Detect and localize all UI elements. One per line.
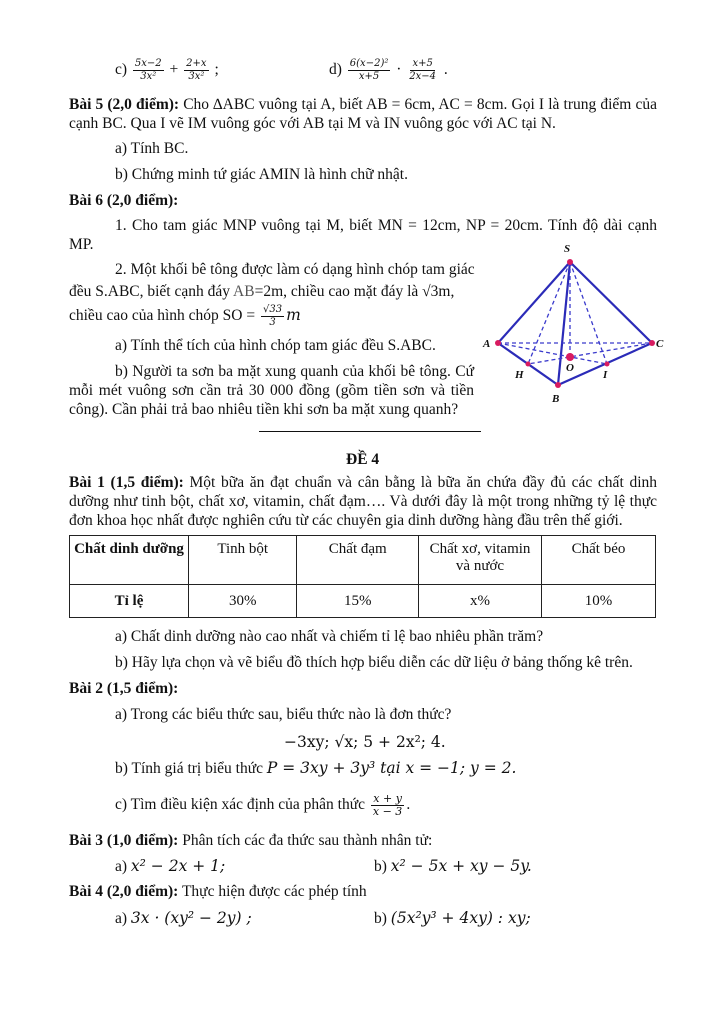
table-header: Tinh bột: [189, 536, 297, 585]
table-cell: 15%: [297, 585, 419, 618]
bai2-title: Bài 2 (1,5 điểm):: [69, 680, 179, 697]
apothem-si: [570, 262, 607, 364]
item-label: a): [115, 858, 128, 875]
bai5-part-a: a) Tính BC.: [115, 140, 189, 157]
denominator: 3x²: [188, 71, 205, 82]
bai2-expressions: −3xy; √x; 5 + 2x²; 4.: [284, 733, 446, 751]
bai6-title: Bài 6 (2,0 điểm):: [69, 192, 179, 209]
numerator: 2+x: [186, 58, 207, 69]
nutrition-table: [69, 535, 656, 618]
point-i: [605, 362, 610, 367]
point-h: [526, 362, 531, 367]
edge-sa: [498, 262, 570, 343]
label-h: H: [515, 369, 524, 381]
text: chiều cao của hình chóp SO =: [69, 307, 256, 325]
bai1-part-b: b) Hãy lựa chọn và vẽ biểu đồ thích hợp biểu diễn các dữ liệu ở bảng thống kê trên.: [115, 654, 633, 671]
label-s: S: [564, 243, 571, 255]
point-a: [495, 340, 501, 346]
item-label: a): [115, 910, 128, 927]
hidden-lines: [498, 262, 652, 364]
pyramid-edges: [498, 262, 652, 385]
bai5-statement: [69, 95, 657, 133]
point-o: [566, 353, 574, 361]
pyramid-figure: [481, 240, 671, 410]
math-expression: 3x · (xy² − 2y) ;: [130, 909, 252, 927]
punctuation: .: [406, 796, 411, 814]
bai1-text: Một bữa ăn đạt chuẩn và cân bằng là bữa ăn chứa đầy đủ các chất dinh dưỡng như tinh bột, chất xơ, vitamin, chất đạm…. Và dưới đây là một trong những tỷ lệ thực đơn khoa học nhất được nghiên cứu từ các chuyên gia dinh dưỡng hàng đầu trên thế giới.: [69, 474, 657, 529]
bai3-statement: [69, 832, 432, 850]
table-header: Chất béo: [542, 536, 656, 585]
math-expression: x² − 5x + xy − 5y.: [390, 857, 532, 875]
fraction: [133, 58, 164, 83]
bai6-part-2-line3: [69, 304, 301, 329]
math-expression: P = 3xy + 3y³ tại x = −1; y = 2.: [266, 759, 517, 777]
punctuation: ;: [214, 61, 219, 79]
item-label: c): [115, 61, 128, 79]
math-expression: (5x²y³ + 4xy) : xy;: [390, 909, 531, 927]
operator: ·: [396, 61, 402, 79]
label-o: O: [566, 362, 574, 374]
bai3-part-a: [115, 857, 225, 876]
item-label: b): [374, 910, 387, 927]
table-cell: 10%: [542, 585, 656, 618]
table-header: Chất dinh dưỡng: [70, 536, 189, 585]
exercise-c: [115, 58, 219, 83]
bai2-part-c: [115, 793, 410, 818]
bai6-part-2-line2: [69, 283, 454, 301]
numerator: x + y: [373, 792, 402, 805]
apothem-sh: [528, 262, 570, 364]
bai4-statement: [69, 883, 367, 901]
fraction: [261, 304, 284, 329]
text: c) Tìm điều kiện xác định của phân thức: [115, 796, 366, 814]
bai6-part-1: 1. Cho tam giác MNP vuông tại M, biết MN = 12cm, NP = 20cm. Tính độ dài cạnh MP.: [69, 217, 657, 253]
point-c: [649, 340, 655, 346]
operator: +: [169, 61, 179, 79]
bai3-part-b: [374, 857, 532, 876]
table-header-row: [70, 536, 656, 585]
bai4-part-b: [374, 909, 531, 928]
numerator: √33: [262, 304, 283, 315]
bai3-title: Bài 3 (1,0 điểm):: [69, 832, 179, 849]
bai4-text: Thực hiện được các phép tính: [181, 883, 367, 900]
bai6-part-a: a) Tính thể tích của hình chóp tam giác đều S.ABC.: [115, 337, 436, 354]
table-header: Chất xơ, vitamin và nước: [419, 536, 542, 585]
label-a: A: [483, 338, 491, 350]
label-i: I: [603, 369, 608, 381]
item-label: d): [329, 61, 342, 79]
table-cell: Tỉ lệ: [70, 585, 189, 618]
bai2-part-a: a) Trong các biểu thức sau, biểu thức nào là đơn thức?: [115, 706, 452, 723]
text: b) Tính giá trị biểu thức: [115, 760, 264, 777]
segment-ab: AB: [233, 283, 255, 300]
denominator: x − 3: [372, 805, 403, 818]
math-expression: x² − 2x + 1;: [130, 857, 226, 875]
bai5-part-b: b) Chứng minh tứ giác AMIN là hình chữ nhật.: [115, 166, 408, 183]
table-cell: x%: [419, 585, 542, 618]
point-labels: [482, 243, 664, 405]
fraction: [407, 58, 438, 83]
punctuation: .: [443, 61, 448, 79]
numerator: 5x−2: [134, 58, 162, 69]
point-s: [567, 259, 573, 265]
unit: m: [286, 306, 301, 325]
bai1-title: Bài 1 (1,5 điểm):: [69, 474, 184, 491]
table-cell: 30%: [189, 585, 297, 618]
fraction: [184, 58, 208, 83]
bai6-part-b: b) Người ta sơn ba mặt xung quanh của khối bê tông. Cứ mỗi mét vuông sơn cần trả 30 000 đồng (gồm tiền sơn và tiền công). Cần phải trả bao nhiêu tiền khi sơn ba mặt xung quanh?: [69, 363, 474, 418]
section-title: ĐỀ 4: [346, 451, 380, 468]
item-label: b): [374, 858, 387, 875]
text: =2m, chiều cao mặt đáy là √3m,: [254, 283, 455, 300]
denominator: 3: [269, 317, 276, 328]
denominator: 2x−4: [409, 71, 437, 82]
bai6-part-2-line1: 2. Một khối bê tông được làm có dạng hình chóp tam giác: [115, 261, 475, 278]
table-row: [70, 585, 656, 618]
exercise-d: [329, 58, 448, 83]
table-header: Chất đạm: [297, 536, 419, 585]
bai4-title: Bài 4 (2,0 điểm):: [69, 883, 179, 900]
label-c: C: [656, 338, 664, 350]
bai1-part-a: a) Chất dinh dưỡng nào cao nhất và chiếm tỉ lệ bao nhiêu phần trăm?: [115, 628, 544, 645]
label-b: B: [552, 393, 560, 405]
numerator: x+5: [412, 58, 433, 69]
section-divider: [259, 431, 481, 432]
point-b: [555, 382, 561, 388]
bai3-text: Phân tích các đa thức sau thành nhân tử:: [182, 832, 433, 849]
fraction: [371, 793, 404, 818]
bai5-text: Cho ∆ABC vuông tại A, biết AB = 6cm, AC = 8cm. Gọi I là trung điểm của cạnh BC. Qua I vẽ IM vuông góc với AB tại M và IN vuông góc với AC tại N.: [69, 96, 657, 132]
de4-bai1-statement: [69, 473, 657, 530]
numerator: 6(x−2)²: [349, 58, 389, 69]
text: đều S.ABC, biết cạnh đáy: [69, 283, 231, 300]
denominator: 3x²: [140, 71, 157, 82]
bai4-part-a: [115, 909, 252, 928]
fraction: [348, 58, 391, 83]
bai5-title: Bài 5 (2,0 điểm):: [69, 96, 180, 113]
bai2-part-b: [115, 759, 516, 778]
denominator: x+5: [358, 71, 380, 82]
edge-sc: [570, 262, 652, 343]
